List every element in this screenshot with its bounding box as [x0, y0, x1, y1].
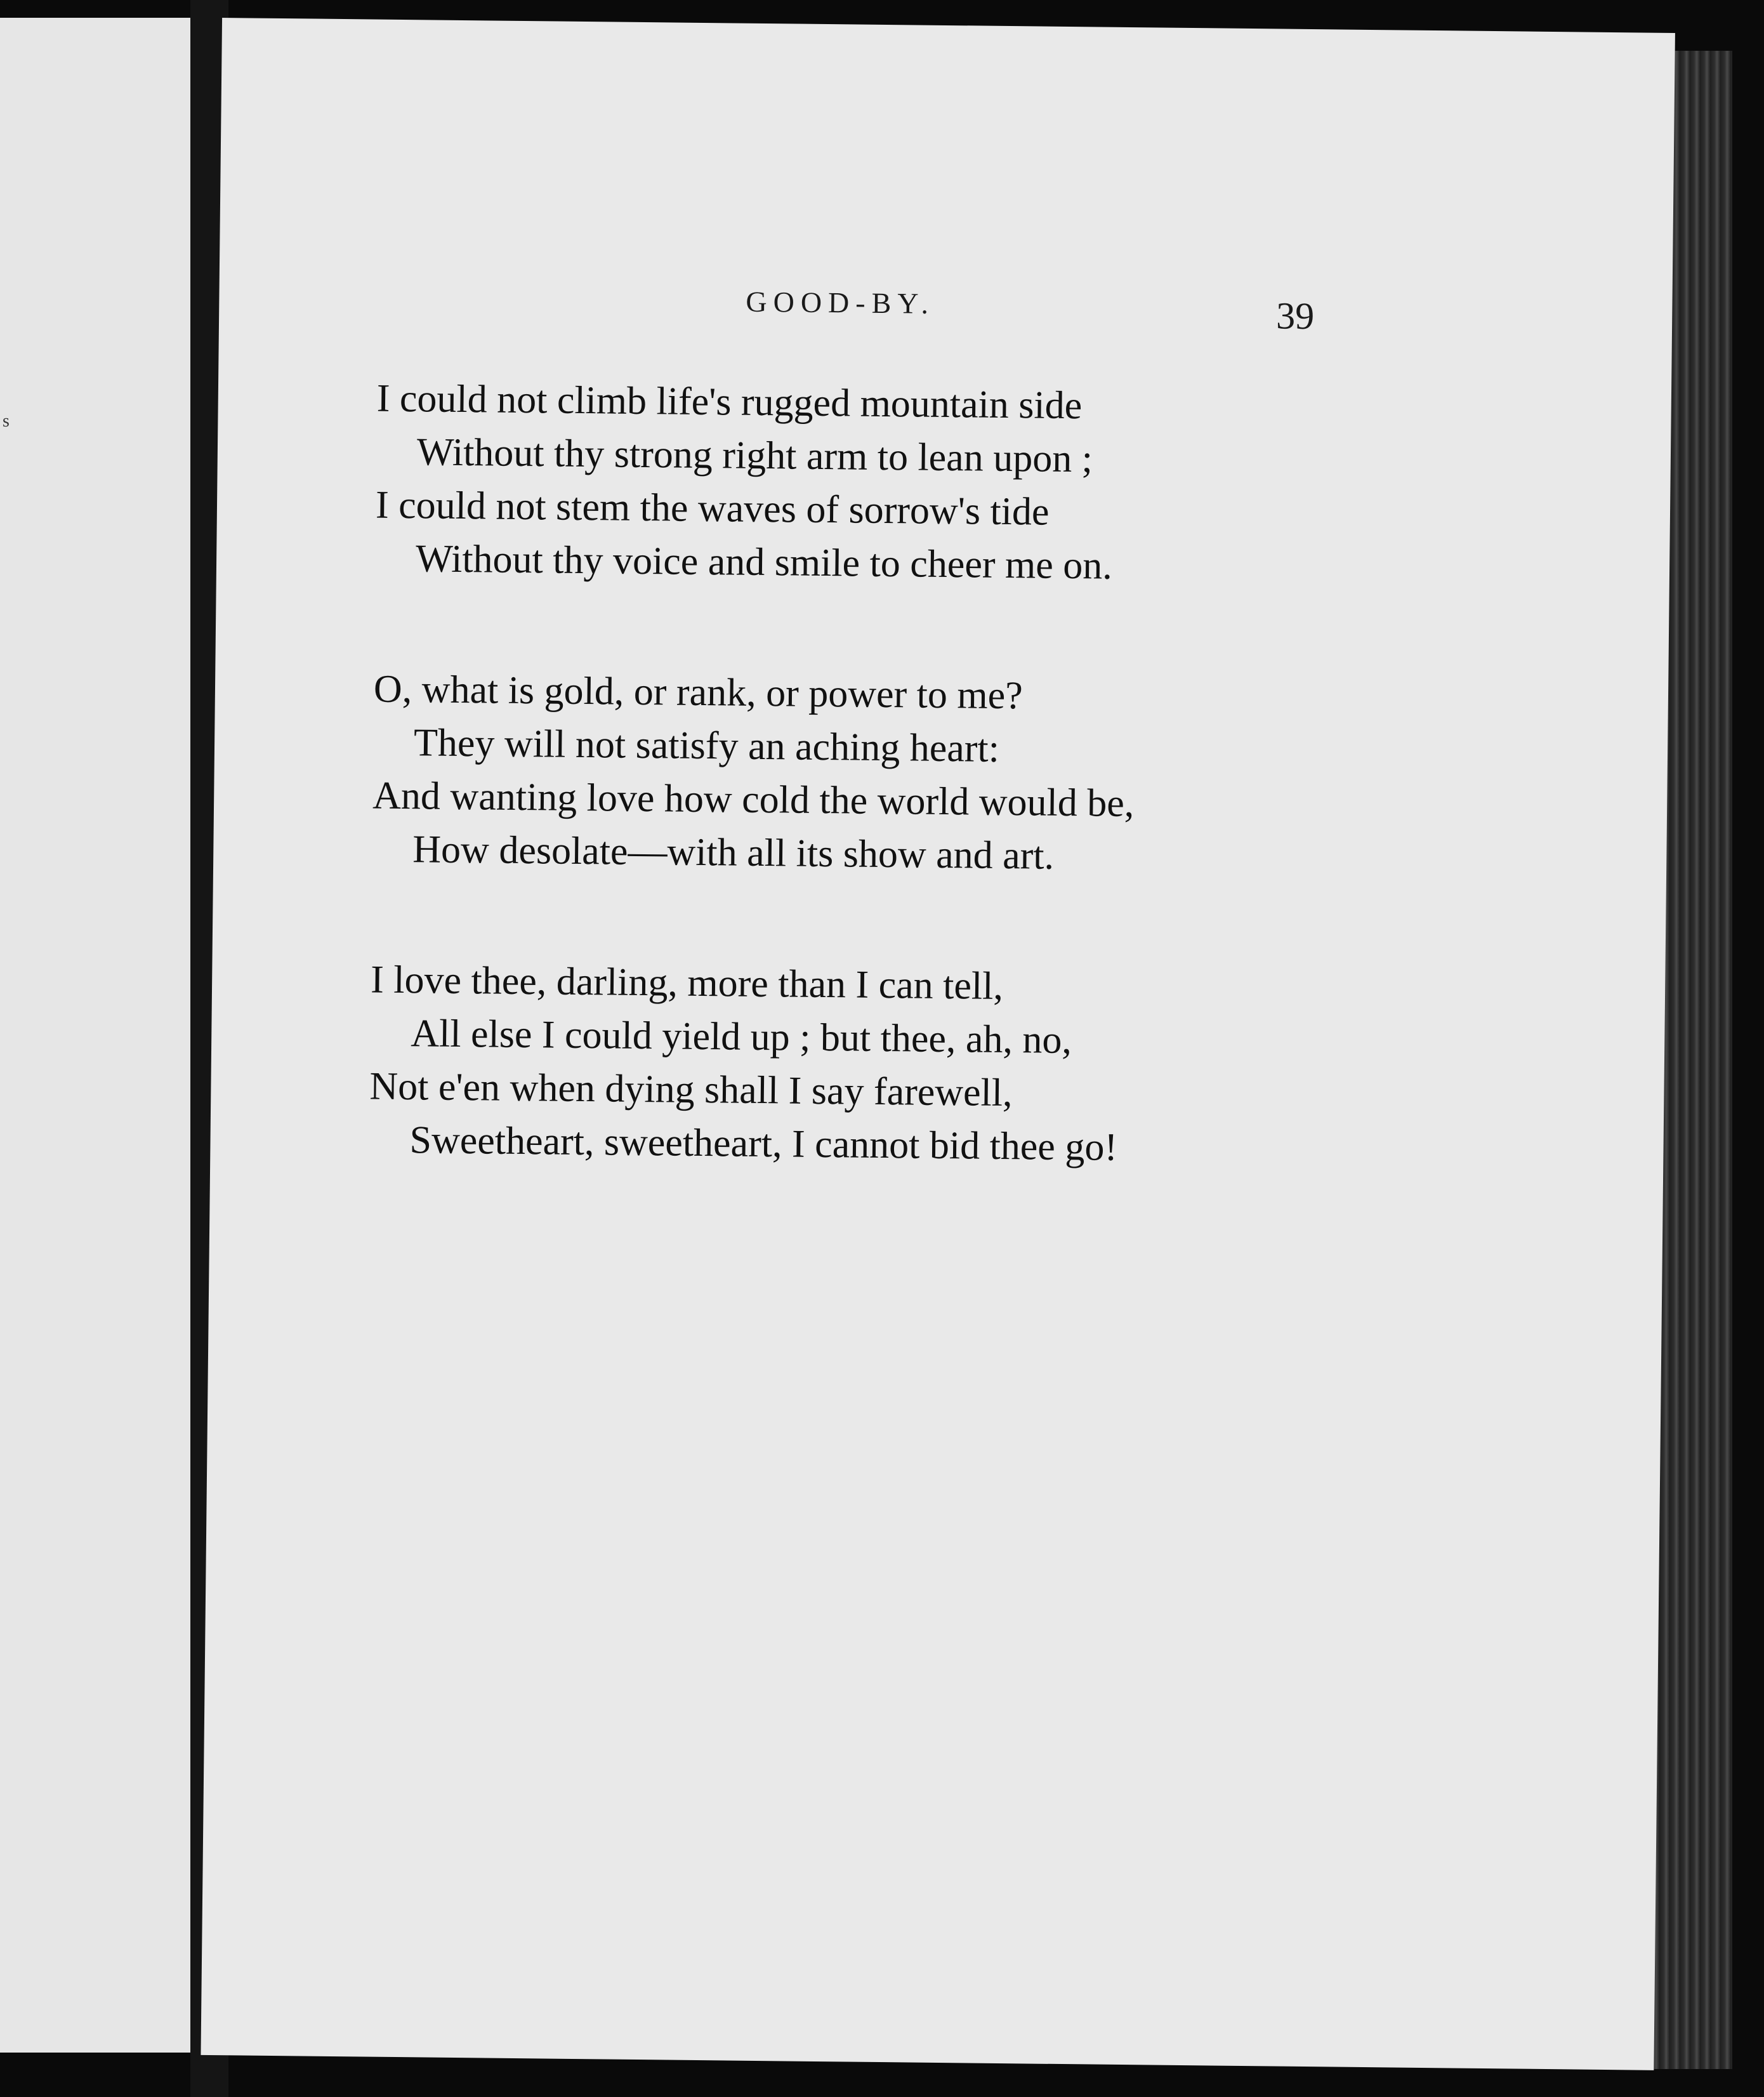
previous-page	[0, 18, 190, 2053]
poem-line: Sweetheart, sweetheart, I cannot bid thee go!	[409, 1118, 1118, 1169]
poem-line: I could not climb life's rugged mountain side	[376, 376, 1083, 428]
book-page	[201, 18, 1675, 2070]
poem-line: I love thee, darling, more than I can tell,	[370, 958, 1004, 1008]
poem-line: O, what is gold, or rank, or power to me?	[373, 667, 1024, 718]
stanza	[369, 953, 1386, 1177]
poem-line: And wanting love how cold the world would be,	[372, 774, 1135, 826]
page-number: 39	[1275, 294, 1315, 338]
poem-line: I could not stem the waves of sorrow's tide	[375, 483, 1050, 534]
running-head: GOOD-BY.	[746, 285, 935, 320]
poem-line: Not e'en when dying shall I say farewell,	[369, 1064, 1013, 1115]
poem-line: Without thy strong right arm to lean upon ;	[416, 430, 1093, 481]
poem	[368, 372, 1392, 1255]
margin-mark: s	[3, 411, 10, 431]
poem-line: Without thy voice and smile to cheer me on.	[415, 537, 1113, 588]
poem-line: They will not satisfy an aching heart:	[413, 721, 1000, 771]
poem-line: All else I could yield up ; but thee, ah, no,	[410, 1012, 1072, 1062]
stanza	[372, 663, 1389, 887]
poem-line: How desolate—with all its show and art.	[412, 828, 1055, 878]
stanza	[375, 372, 1392, 596]
